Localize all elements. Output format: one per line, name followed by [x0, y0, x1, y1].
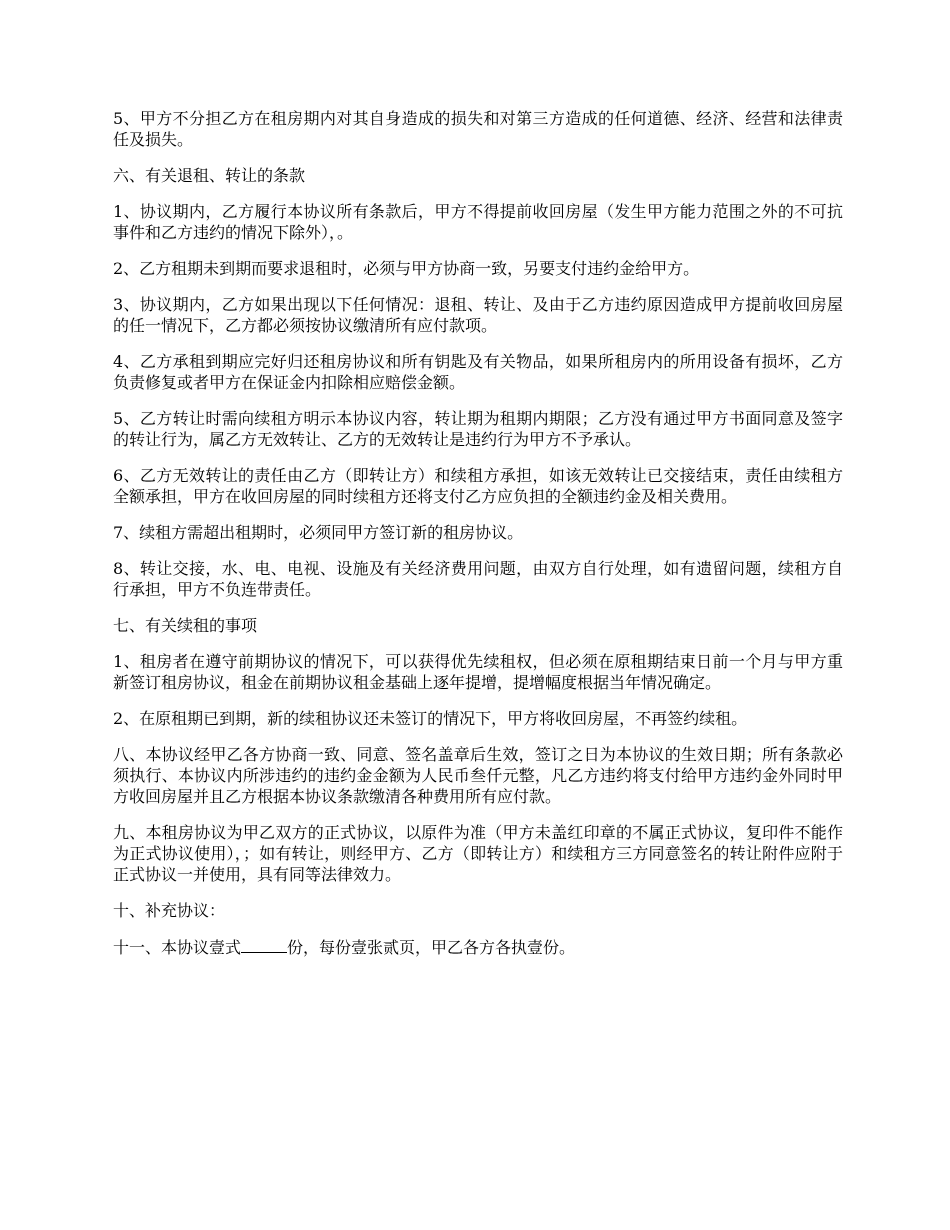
copies-text-before: 十一、本协议壹式 [113, 938, 242, 957]
clause-7-1: 1、租房者在遵守前期协议的情况下，可以获得优先续租权，但必须在原租期结束日前一个月与甲方重新签订租房协议，租金在前期协议租金基础上逐年提增，提增幅度根据当年情况确定。 [113, 652, 843, 692]
section-10-heading: 十、补充协议： [113, 901, 226, 920]
section-11-clause [113, 936, 843, 958]
clause-7-2: 2、在原租期已到期，新的续租协议还未签订的情况下，甲方将收回房屋，不再签约续租。 [113, 709, 748, 728]
clause-5-liability: 5、甲方不分担乙方在租房期内对其自身造成的损失和对第三方造成的任何道德、经济、经营和法律责任及损失。 [113, 109, 843, 149]
clause-6-1: 1、协议期内，乙方履行本协议所有条款后，甲方不得提前收回房屋（发生甲方能力范围之外的不可抗事件和乙方违约的情况下除外），。 [113, 202, 843, 242]
section-6-heading: 六、有关退租、转让的条款 [113, 166, 306, 185]
clause-6-8: 8、转让交接，水、电、电视、设施及有关经济费用问题，由双方自行处理，如有遗留问题，续租方自行承担，甲方不负连带责任。 [113, 559, 843, 599]
section-9-clause: 九、本租房协议为甲乙双方的正式协议，以原件为准（甲方未盖红印章的不属正式协议，复印件不能作为正式协议使用），；如有转让，则经甲方、乙方（即转让方）和续租方三方同意签名的转让附件应附于正式协议一并使用，具有同等法律效力。 [113, 823, 843, 884]
copies-text-after: 份，每份壹张贰页，甲乙各方各执壹份。 [287, 938, 576, 957]
clause-6-2: 2、乙方租期未到期而要求退租时，必须与甲方协商一致，另要支付违约金给甲方。 [113, 259, 700, 278]
copies-blank-field [241, 936, 287, 953]
clause-6-3: 3、协议期内，乙方如果出现以下任何情况：退租、转让、及由于乙方违约原因造成甲方提前收回房屋的任一情况下，乙方都必须按协议缴清所有应付款项。 [113, 295, 843, 335]
section-8-clause: 八、本协议经甲乙各方协商一致、同意、签名盖章后生效，签订之日为本协议的生效日期；所有条款必须执行、本协议内所涉违约的违约金金额为人民币叁仟元整，凡乙方违约将支付给甲方违约金外同时甲方收回房屋并且乙方根据本协议条款缴清各种费用所有应付款。 [113, 745, 843, 806]
clause-6-7: 7、续租方需超出租期时，必须同甲方签订新的租房协议。 [113, 523, 524, 542]
section-7-heading: 七、有关续租的事项 [113, 616, 258, 635]
clause-6-5: 5、乙方转让时需向续租方明示本协议内容，转让期为租期内期限；乙方没有通过甲方书面同意及签字的转让行为，属乙方无效转让、乙方的无效转让是违约行为甲方不予承认。 [113, 409, 843, 449]
clause-6-6: 6、乙方无效转让的责任由乙方（即转让方）和续租方承担，如该无效转让已交接结束，责任由续租方全额承担，甲方在收回房屋的同时续租方还将支付乙方应负担的全额违约金及相关费用。 [113, 466, 843, 506]
document-page [113, 108, 843, 973]
clause-6-4: 4、乙方承租到期应完好归还租房协议和所有钥匙及有关物品，如果所租房内的所用设备有损坏，乙方负责修复或者甲方在保证金内扣除相应赔偿金额。 [113, 352, 843, 392]
